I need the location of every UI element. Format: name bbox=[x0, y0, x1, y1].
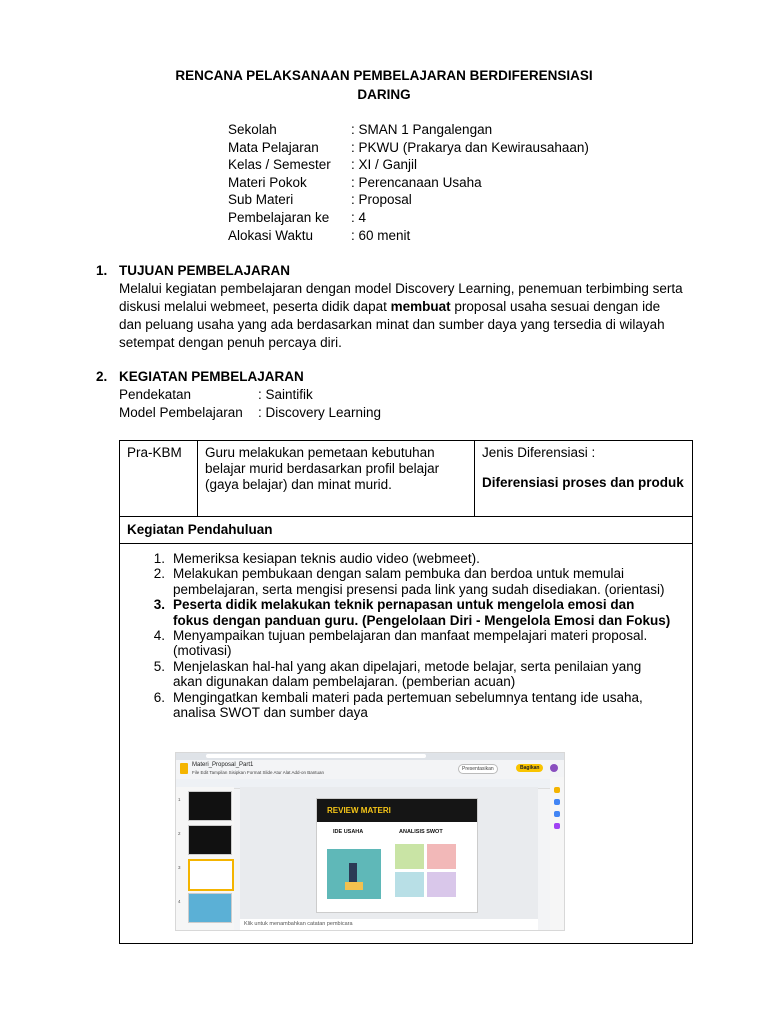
pendekatan-row bbox=[119, 386, 686, 404]
right-side-panel bbox=[550, 777, 564, 930]
step-number: 1. bbox=[153, 551, 165, 566]
step-number: 5. bbox=[153, 658, 165, 674]
thumb-number: 1 bbox=[178, 797, 181, 802]
step-number: 4. bbox=[153, 628, 165, 644]
idea-illustration bbox=[327, 849, 381, 899]
section-title: KEGIATAN PEMBELAJARAN bbox=[119, 369, 304, 384]
menu-bar: File Edit Tampilan Sisipkan Format Slide Atur Alat Add-on Bantuan bbox=[192, 770, 324, 775]
identity-label: Materi Pokok bbox=[228, 174, 307, 190]
slides-app-screenshot bbox=[175, 752, 565, 931]
identity-row bbox=[228, 174, 589, 192]
identity-value: : Proposal bbox=[351, 192, 412, 208]
pendahuluan-heading: Kegiatan Pendahuluan bbox=[120, 517, 693, 544]
keep-icon bbox=[554, 787, 560, 793]
document-title-line1: RENCANA PELAKSANAAN PEMBELAJARAN BERDIFERENSIASI bbox=[175, 68, 593, 83]
prakbm-text: Guru melakukan pemetaan kebutuhan belajar murid berdasarkan profil belajar (gaya belajar) dan minat murid. bbox=[198, 441, 475, 517]
url-field bbox=[206, 754, 426, 758]
section-title: TUJUAN PEMBELAJARAN bbox=[119, 263, 291, 278]
slide-thumbnail-selected bbox=[188, 859, 234, 891]
share-button: Bagikan bbox=[516, 764, 543, 772]
identity-value: : SMAN 1 Pangalengan bbox=[351, 122, 493, 137]
step-text: Peserta didik melakukan teknik pernapasan untuk mengelola emosi dan fokus dengan panduan guru. (Pengelolaan Diri - Mengelola Emosi dan Fokus) bbox=[173, 597, 671, 628]
slide-review-materi bbox=[316, 798, 478, 913]
jenis-label: Jenis Diferensiasi : bbox=[482, 445, 596, 460]
list-item bbox=[120, 551, 672, 566]
document-title-line2: DARING bbox=[357, 87, 411, 102]
identity-row bbox=[228, 191, 589, 209]
book-stack bbox=[345, 882, 363, 890]
identity-value: : XI / Ganjil bbox=[351, 157, 418, 173]
identity-value: : 60 menit bbox=[351, 227, 411, 243]
jenis-value: Diferensiasi proses dan produk bbox=[482, 475, 684, 490]
pendahuluan-header-row bbox=[120, 517, 693, 544]
tujuan-text-bold: membuat bbox=[390, 299, 451, 314]
thumb-number: 3 bbox=[178, 865, 181, 870]
swot-strength bbox=[395, 844, 424, 869]
identity-label: Sub Materi bbox=[228, 192, 294, 208]
swot-grid bbox=[395, 844, 457, 899]
identity-value: : 4 bbox=[351, 209, 367, 225]
list-item bbox=[120, 628, 672, 659]
prakbm-row bbox=[120, 441, 693, 517]
identity-value: : Perencanaan Usaha bbox=[351, 174, 482, 190]
pendekatan-label: Pendekatan bbox=[119, 387, 192, 402]
ide-usaha-label: IDE USAHA bbox=[333, 829, 364, 835]
speaker-notes: Klik untuk menambahkan catatan pembicara bbox=[240, 919, 538, 930]
list-item bbox=[120, 597, 672, 628]
list-item bbox=[120, 690, 672, 721]
step-text: Memeriksa kesiapan teknis audio video (webmeet). bbox=[173, 551, 480, 566]
identity-label: Kelas / Semester bbox=[228, 157, 331, 173]
identity-label: Sekolah bbox=[228, 122, 277, 137]
model-label: Model Pembelajaran bbox=[119, 405, 243, 420]
step-number: 2. bbox=[153, 566, 165, 582]
avatar bbox=[550, 764, 558, 772]
identity-block bbox=[228, 121, 589, 244]
section-kegiatan bbox=[96, 368, 686, 422]
step-text: Menyampaikan tujuan pembelajaran dan manfaat mempelajari materi proposal. (motivasi) bbox=[173, 628, 648, 659]
tasks-icon bbox=[554, 799, 560, 805]
identity-row bbox=[228, 121, 589, 139]
identity-row bbox=[228, 139, 589, 157]
person-figure bbox=[349, 863, 357, 883]
section-tujuan bbox=[96, 262, 686, 352]
slides-logo-icon bbox=[180, 763, 188, 774]
swot-threat bbox=[427, 872, 456, 897]
slide-thumbnail bbox=[188, 893, 232, 923]
swot-label: ANALISIS SWOT bbox=[399, 829, 443, 835]
tujuan-text-start: Melalui kegiatan pembelajaran dengan model Discovery Learning, penemuan terbimbing serta diskusi melalui webmeet, peserta didik dapat bbox=[119, 281, 683, 314]
step-text: Melakukan pembukaan dengan salam pembuka dan berdoa untuk memulai pembelajaran, serta mengisi presensi pada link yang sudah disediakan. (orientasi) bbox=[173, 566, 665, 597]
section-paragraph bbox=[119, 280, 686, 352]
identity-row bbox=[228, 209, 589, 227]
list-item bbox=[120, 659, 672, 690]
step-number: 3. bbox=[153, 597, 165, 613]
identity-label: Pembelajaran ke bbox=[228, 209, 330, 225]
browser-url-bar bbox=[176, 753, 564, 760]
identity-value: : PKWU (Prakarya dan Kewirausahaan) bbox=[351, 139, 589, 155]
step-text: Mengingatkan kembali materi pada pertemuan sebelumnya tentang ide usaha, analisa SWOT dan sumber daya bbox=[173, 689, 643, 721]
addon-icon bbox=[554, 823, 560, 829]
identity-label: Mata Pelajaran bbox=[228, 139, 319, 155]
list-item bbox=[120, 566, 672, 597]
section-heading bbox=[96, 368, 686, 386]
slide-heading: REVIEW MATERI bbox=[317, 799, 477, 822]
identity-row bbox=[228, 227, 589, 245]
contacts-icon bbox=[554, 811, 560, 817]
identity-row bbox=[228, 156, 589, 174]
slide-thumbnail bbox=[188, 825, 232, 855]
thumb-number: 4 bbox=[178, 899, 181, 904]
swot-weakness bbox=[427, 844, 456, 869]
step-list bbox=[120, 551, 672, 720]
tujuan-text-end: proposal usaha sesuai dengan ide dan peluang usaha yang ada berdasarkan minat dan sumber daya yang tersedia di wilayah setempat dengan penuh percaya diri. bbox=[119, 299, 665, 350]
thumb-number: 2 bbox=[178, 831, 181, 836]
present-button: Presentasikan bbox=[458, 764, 498, 774]
model-row bbox=[119, 404, 686, 422]
slide-thumbnail bbox=[188, 791, 232, 821]
slide-filmstrip bbox=[176, 787, 234, 930]
pendekatan-value: : Saintifik bbox=[258, 387, 313, 402]
prakbm-label: Pra-KBM bbox=[120, 441, 198, 517]
section-number: 1. bbox=[96, 263, 108, 278]
step-text: Menjelaskan hal-hal yang akan dipelajari, metode belajar, serta penilaian yang akan digunakan dalam pembelajaran. (pemberian acuan) bbox=[173, 658, 642, 690]
step-number: 6. bbox=[153, 689, 165, 705]
presentation-title: Materi_Proposal_Part1 bbox=[192, 762, 254, 768]
section-heading bbox=[96, 262, 686, 280]
swot-opportunity bbox=[395, 872, 424, 897]
model-value: : Discovery Learning bbox=[258, 405, 382, 420]
section-number: 2. bbox=[96, 369, 108, 384]
jenis-diferensiasi-cell bbox=[475, 441, 693, 517]
identity-label: Alokasi Waktu bbox=[228, 227, 314, 243]
